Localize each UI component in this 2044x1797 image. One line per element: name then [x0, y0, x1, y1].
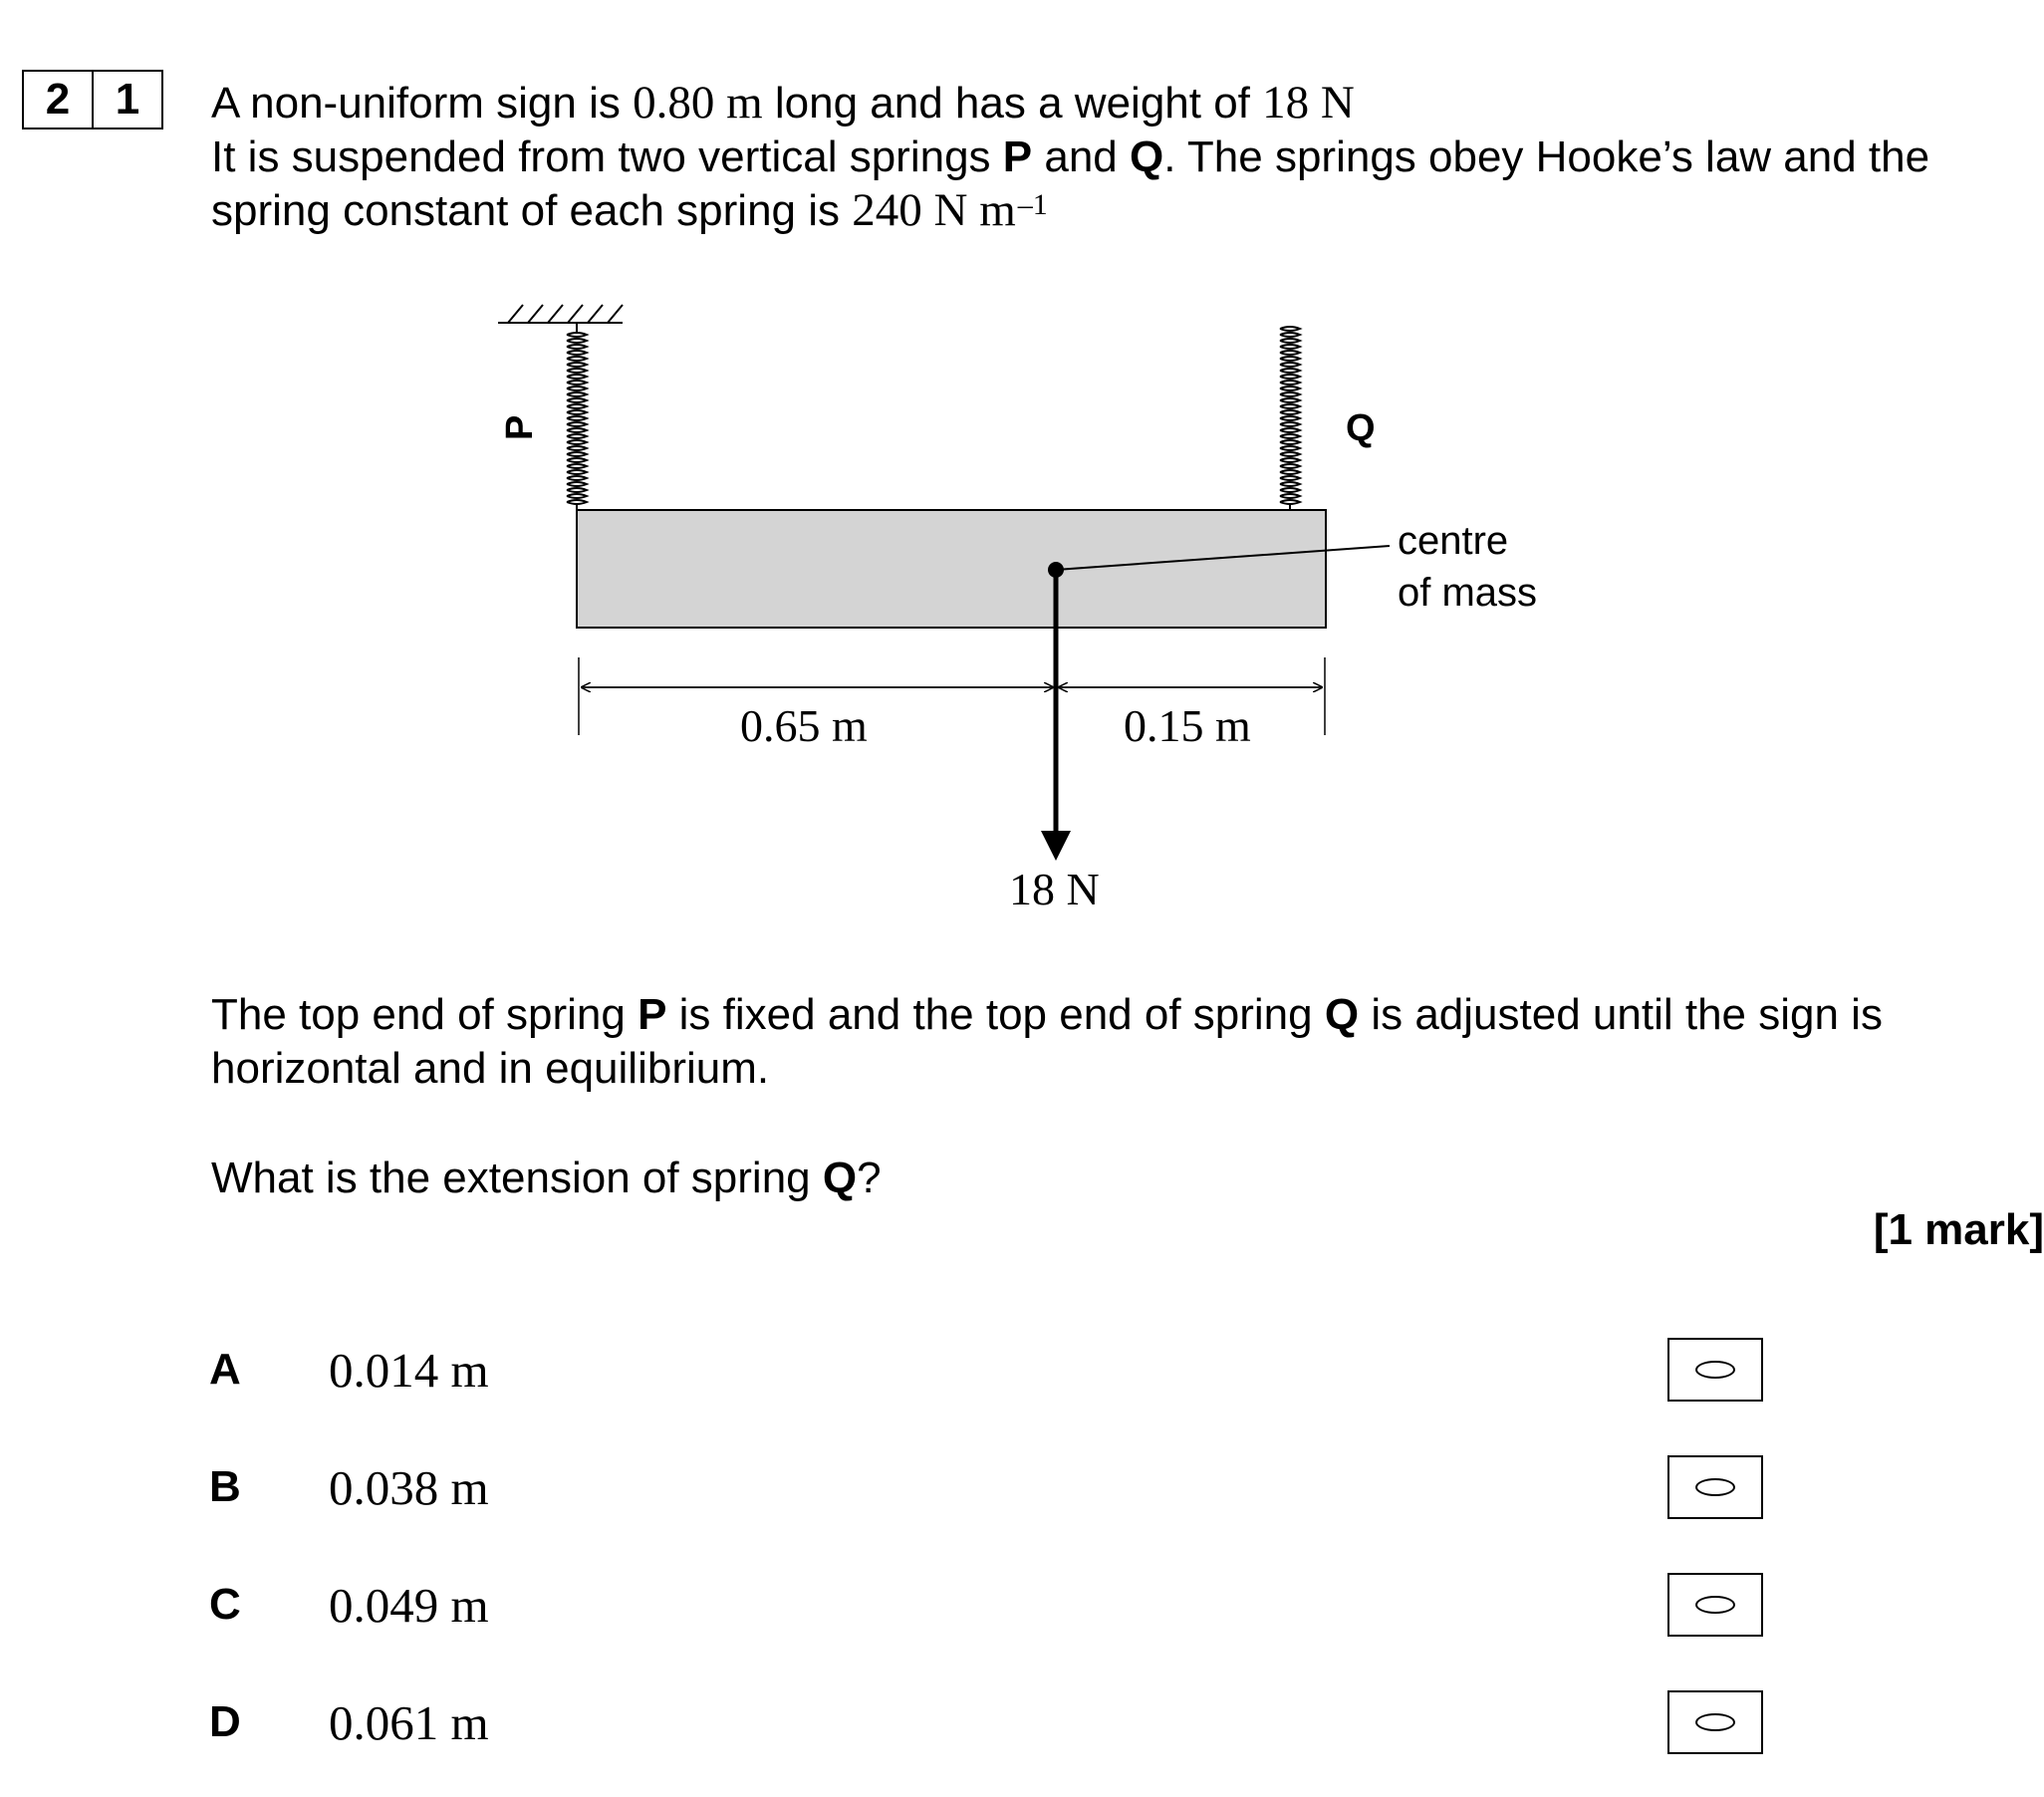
option-b-answer-box[interactable]: [1667, 1455, 1763, 1519]
spring-p-label: P: [499, 414, 541, 440]
spring-q: [1280, 327, 1300, 510]
marks-label: [1 mark]: [1873, 1205, 2044, 1254]
sign-diagram: [478, 294, 1594, 931]
option-letter: C: [209, 1580, 241, 1629]
option-letter: D: [209, 1697, 241, 1746]
answer-oval-icon: [1695, 1361, 1735, 1379]
option-value: 0.061 m: [329, 1695, 489, 1750]
ceiling-support: [498, 305, 623, 323]
option-letter: A: [209, 1345, 241, 1394]
question-number-digit-1: 2: [22, 70, 94, 129]
statement-line-1: The top end of spring P is fixed and the top end of spring Q is adjusted until the sign is: [211, 990, 1883, 1039]
centre-label-line-2: of mass: [1398, 571, 1538, 615]
centre-label-line-1: centre: [1398, 519, 1509, 563]
option-d-answer-box[interactable]: [1667, 1690, 1763, 1754]
force-label: 18 N: [1009, 864, 1100, 914]
spring-p: [567, 323, 587, 510]
option-value: 0.049 m: [329, 1578, 489, 1633]
intro-line-2: It is suspended from two vertical springs P and Q. The springs obey Hooke’s law and the: [211, 132, 1930, 181]
intro-line-1: A non-uniform sign is 0.80 m long and has a weight of 18 N: [211, 77, 1355, 128]
statement-line-2: horizontal and in equilibrium.: [211, 1044, 770, 1093]
option-a-answer-box[interactable]: [1667, 1338, 1763, 1402]
intro-line-3: spring constant of each spring is 240 N $m^{-1}$: [211, 184, 1048, 236]
answer-oval-icon: [1695, 1478, 1735, 1496]
weight-arrow-head: [1041, 831, 1071, 861]
option-value: 0.038 m: [329, 1460, 489, 1515]
question-number-digit-2: 1: [92, 70, 163, 129]
answer-oval-icon: [1695, 1596, 1735, 1614]
option-value: 0.014 m: [329, 1343, 489, 1398]
distance-right-label: 0.15 m: [1124, 700, 1251, 751]
answer-oval-icon: [1695, 1713, 1735, 1731]
option-letter: B: [209, 1462, 241, 1511]
option-c-answer-box[interactable]: [1667, 1573, 1763, 1637]
spring-q-label: Q: [1346, 407, 1376, 449]
sign-board: [577, 510, 1326, 628]
distance-left-label: 0.65 m: [740, 700, 868, 751]
question-ask: What is the extension of spring Q?: [211, 1154, 882, 1202]
